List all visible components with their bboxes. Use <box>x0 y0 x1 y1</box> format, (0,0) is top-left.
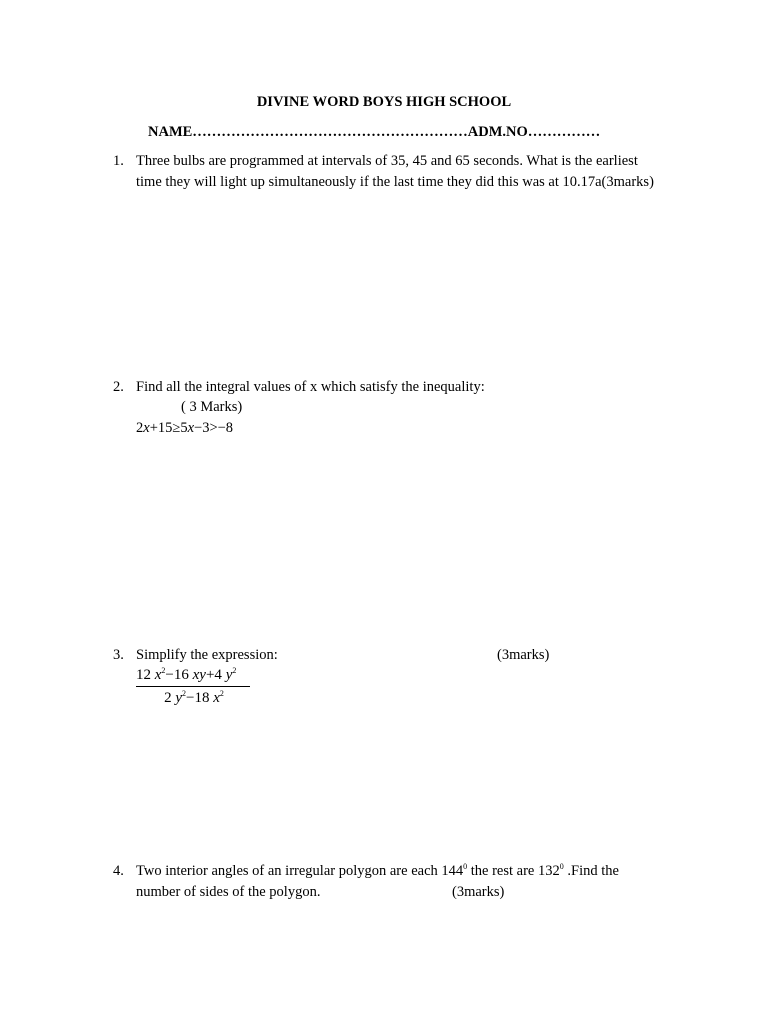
question-marks: ( 3 Marks) <box>181 399 243 415</box>
algebraic-fraction <box>136 664 252 709</box>
question-text-line-1: Simplify the expression: <box>136 647 278 663</box>
fraction-denominator: 2 $y^2-18$ $x^2$ <box>164 689 224 706</box>
inequality-expression: 2x+15≥5x−3>−8 <box>136 420 234 436</box>
question-text-line-2: time they will light up simultaneously if the last time they did this was at 10.17a(3marks) <box>136 174 654 190</box>
question-marks: (3marks) <box>497 647 550 663</box>
question-text-line-1: Two interior angles of an irregular polygon are each $144^0$ the rest are $132^0$ .Find the <box>136 862 619 879</box>
school-title: DIVINE WORD BOYS HIGH SCHOOL <box>256 94 512 110</box>
question-number: 2. <box>113 379 124 395</box>
question-number: 4. <box>113 863 124 879</box>
fraction-numerator: 12 $x^2-16$ xy+4 $y^2$ <box>136 666 237 683</box>
name-admission-line: NAME…………………………………………………ADM.NO…………… <box>148 124 601 140</box>
question-text-line-1: Three bulbs are programmed at intervals of 35, 45 and 65 seconds. What is the earliest <box>136 153 638 169</box>
question-text-line-2: number of sides of the polygon. <box>136 884 321 900</box>
question-text-line-1: Find all the integral values of x which satisfy the inequality: <box>136 379 485 395</box>
question-number: 1. <box>113 153 124 169</box>
question-number: 3. <box>113 647 124 663</box>
question-marks: (3marks) <box>452 884 505 900</box>
